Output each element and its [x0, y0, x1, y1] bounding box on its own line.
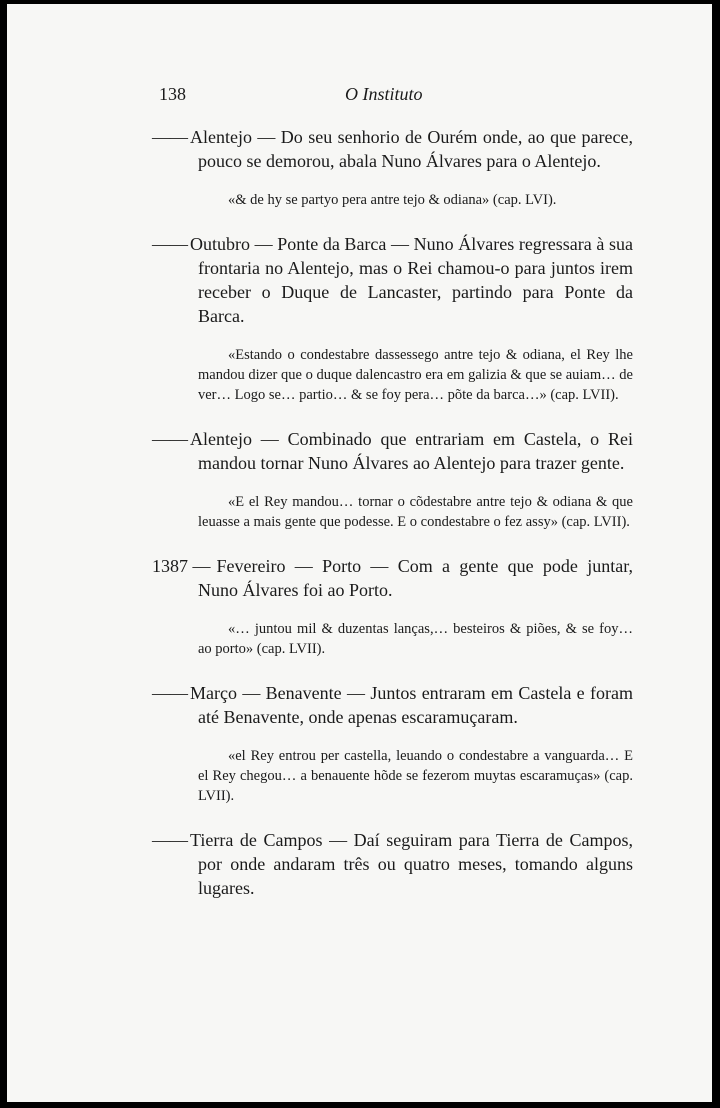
entry-lead: ——	[152, 429, 188, 449]
entry-body: Março — Benavente — Juntos entraram em Castela e foram até Benavente, onde apenas escaramuçaram.	[190, 683, 633, 727]
entry-text	[152, 125, 633, 173]
running-title: O Instituto	[345, 84, 423, 104]
chronology-entry	[152, 232, 633, 405]
entry-quote: «el Rey entrou per castella, leuando o condestabre a vanguarda… E el Rey chegou… a benauente hõde se fezerom muytas escaramuças» (cap. LVII).	[198, 748, 633, 804]
page-header	[159, 84, 489, 108]
entry-lead: ——	[152, 234, 188, 254]
entry-lead: ——	[152, 127, 188, 147]
entry-quote: «Estando o condestabre dassessego antre tejo & odiana, el Rey lhe mandou dizer que o duque dalencastro era em galizia & que se auiam… de ver… Logo se… partio… & se foy pera… põte da barca…» (cap. LVII).	[198, 347, 633, 403]
entry-text	[152, 427, 633, 475]
entry-text	[152, 232, 633, 328]
entry-text	[152, 681, 633, 729]
entry-lead: ——	[152, 830, 188, 850]
body-text	[152, 125, 633, 900]
entry-body: Alentejo — Combinado que entrariam em Castela, o Rei mandou tornar Nuno Álvares ao Alentejo para trazer gente.	[190, 429, 633, 473]
entry-quote: «& de hy se partyo pera antre tejo & odiana» (cap. LVI).	[228, 192, 557, 208]
chronology-entry	[152, 427, 633, 532]
entry-quote: «… juntou mil & duzentas lanças,… besteiros & piões, & se foy… ao porto» (cap. LVII).	[198, 621, 633, 657]
entry-body: Tierra de Campos — Daí seguiram para Tierra de Campos, por onde andaram três ou quatro meses, tomando alguns lugares.	[190, 830, 633, 898]
entry-body: Outubro — Ponte da Barca — Nuno Álvares regressara à sua frontaria no Alentejo, mas o Rei chamou-o para juntos irem receber o Duque de Lancaster, partindo para Ponte da Barca.	[190, 234, 633, 326]
entry-lead: ——	[152, 683, 188, 703]
chronology-entry	[152, 554, 633, 659]
entry-body: Alentejo — Do seu senhorio de Ourém onde, ao que parece, pouco se demorou, abala Nuno Álvares para o Alentejo.	[190, 127, 633, 171]
entry-quote: «E el Rey mandou… tornar o cõdestabre antre tejo & odiana & que leuasse a mais gente que podesse. E o condestabre o fez assy» (cap. LVII).	[198, 494, 633, 530]
page-number: 138	[159, 84, 186, 104]
entry-text	[152, 554, 633, 602]
chronology-entry	[152, 828, 633, 900]
entry-body: Fevereiro — Porto — Com a gente que pode juntar, Nuno Álvares foi ao Porto.	[198, 556, 633, 600]
entry-lead: 1387 —	[152, 556, 211, 576]
entry-text	[152, 828, 633, 900]
chronology-entry	[152, 681, 633, 806]
chronology-entry	[152, 125, 633, 210]
